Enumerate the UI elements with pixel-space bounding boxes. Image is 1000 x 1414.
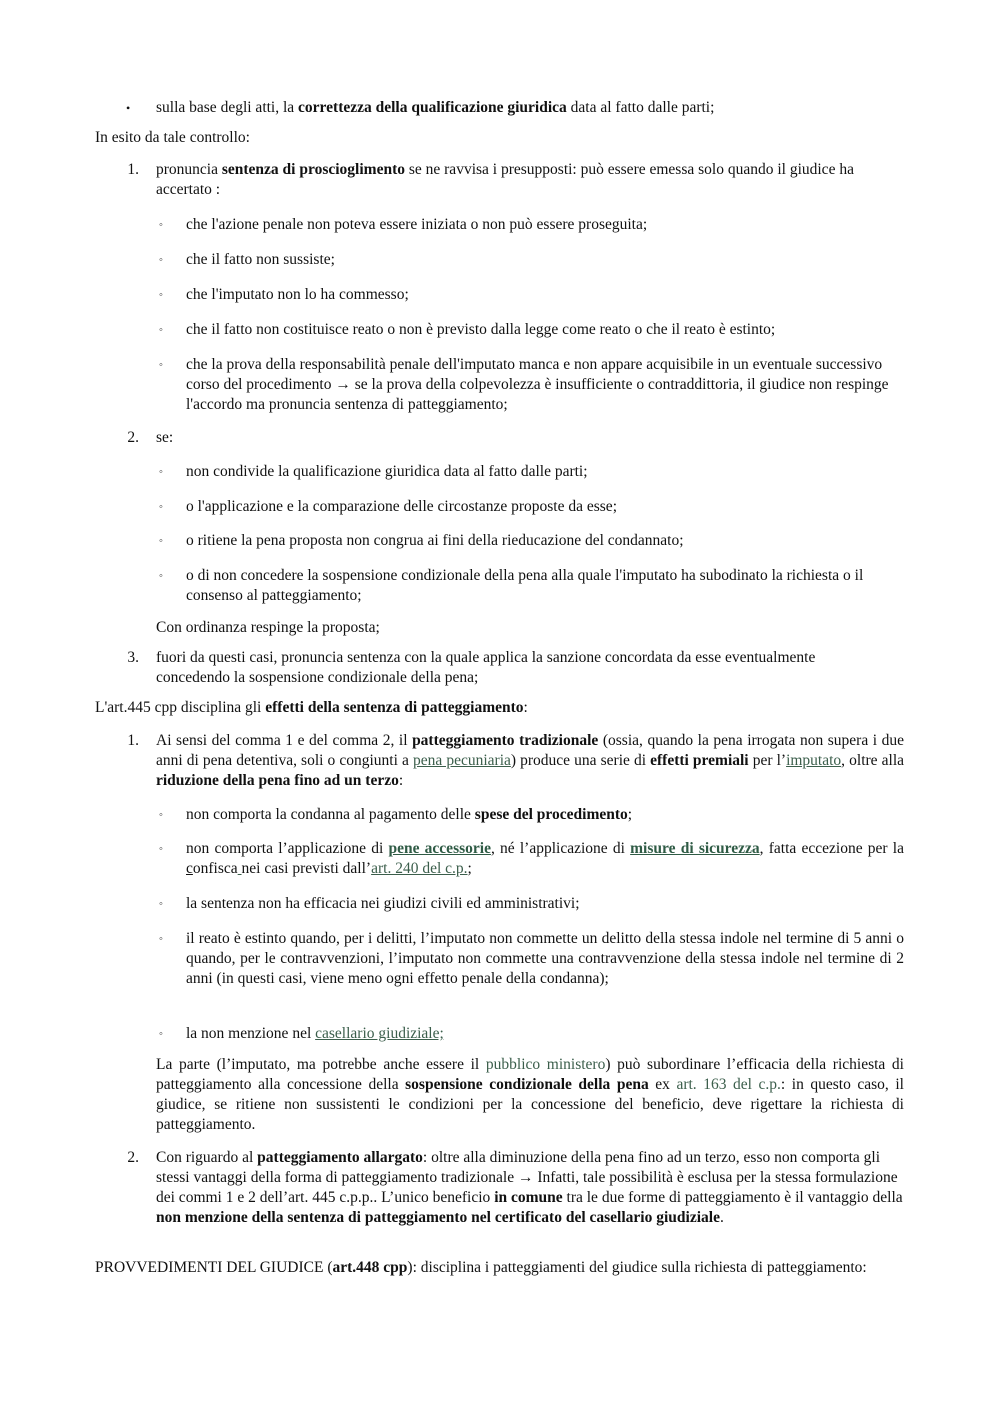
text: ;	[467, 860, 472, 877]
ordinanza-line: Con ordinanza respinge la proposta;	[156, 619, 380, 636]
sub-item: che il fatto non costituisce reato o non è previsto dalla legge come reato o che il reato è estinto;	[186, 321, 776, 338]
imputato-link[interactable]: imputato	[786, 752, 842, 769]
bold-text: effetti della sentenza di patteggiamento	[265, 699, 524, 716]
text: se ne ravvisa i presupposti: può essere emessa solo quando il giudice ha accertato :	[156, 161, 854, 198]
text: La parte (l’imputato, ma potrebbe anche essere il	[156, 1056, 486, 1073]
sub-item: che l'imputato non lo ha commesso;	[186, 286, 409, 303]
bold-text: effetti premiali	[650, 752, 749, 769]
text: non comporta la condanna al pagamento delle	[186, 806, 475, 823]
parte-paragraph	[156, 1055, 904, 1135]
casellario-link[interactable]: casellario giudiziale;	[315, 1025, 444, 1042]
sub-item: o di non concedere la sospensione condizionale della pena alla quale l'imputato ha subodinato la richiesta o il consenso al patteggiamento;	[186, 567, 864, 604]
text: ) produce una serie di	[510, 752, 651, 769]
text: ex	[648, 1076, 677, 1093]
sub-bullet-icon: ◦	[159, 535, 163, 547]
sub-bullet-icon: ◦	[159, 289, 163, 301]
art445-line	[95, 698, 915, 718]
sub-bullet-icon: ◦	[159, 843, 163, 855]
pena-pecuniaria-link[interactable]: pena pecuniaria	[412, 752, 511, 769]
sub-bullet-icon: ◦	[159, 254, 163, 266]
esito-line: In esito da tale controllo:	[95, 129, 250, 146]
sub-item: che l'azione penale non poteva essere iniziata o non può essere proseguita;	[186, 216, 648, 233]
text: PROVVEDIMENTI DEL GIUDICE (	[95, 1259, 333, 1276]
confisca-link[interactable]: c	[186, 860, 193, 877]
bold-text: patteggiamento tradizionale	[412, 732, 599, 749]
list-number: 2.	[127, 1149, 139, 1166]
sub-item-spese	[186, 805, 904, 825]
sub-bullet-icon: ◦	[159, 324, 163, 336]
text: .	[719, 1209, 724, 1226]
list-item-tradizionale	[156, 731, 904, 791]
provvedimenti-line	[95, 1258, 875, 1278]
text: per l’	[748, 752, 787, 769]
text: , né l’applicazione di	[490, 840, 631, 857]
sub-bullet-icon: ◦	[159, 359, 163, 371]
list-item-fuori: fuori da questi casi, pronuncia sentenza con la quale applica la sanzione concordata da esse eventualmente concedendo la sospensione condizionale della pena;	[156, 649, 816, 686]
list-item-proscioglimento	[156, 160, 896, 200]
art-163-link[interactable]: art. 163 del c.p.	[676, 1076, 781, 1093]
sub-bullet-icon: ◦	[159, 898, 163, 910]
text: : oltre alla diminuzione della pena fino ad un terzo, esso non comporta gli stessi vantaggi della forma di patteggiamento tradizionale → Infatti, tale possibilità è esclusa per la stessa formulazione dei commi 1 e 2 dell’art. 445 c.p.p.. L’unico beneficio	[156, 1149, 898, 1206]
list-number: 1.	[127, 732, 139, 749]
list-number: 1.	[127, 161, 139, 178]
text: L'art.445 cpp disciplina gli	[95, 699, 266, 716]
text: , oltre alla	[841, 752, 905, 769]
bold-text: in comune	[494, 1189, 563, 1206]
bold-text: sentenza di proscioglimento	[221, 161, 405, 178]
text: (ossia, quando la pena irrogata non supera i due anni di pena detentiva, soli o congiunti a	[156, 732, 905, 769]
bullet-item-qualificazione	[156, 98, 916, 118]
text: non comporta l’applicazione di	[186, 840, 389, 857]
text: Ai sensi del comma 1 e del comma 2, il	[156, 732, 413, 749]
sub-bullet-icon: ◦	[159, 219, 163, 231]
list-item-allargato	[156, 1148, 906, 1228]
sub-item: non condivide la qualificazione giuridica data al fatto dalle parti;	[186, 463, 588, 480]
bold-text: spese del procedimento	[474, 806, 628, 823]
sub-item-pene-accessorie	[186, 839, 904, 879]
sub-item-casellario	[186, 1024, 904, 1044]
bold-text: riduzione della pena fino ad un terzo	[156, 772, 399, 789]
text: la non menzione nel	[186, 1025, 316, 1042]
text: : in questo caso, il giudice, se ritiene non sussistenti le condizioni per la concessione del beneficio, deve rigettare la richiesta di patteggiamento.	[156, 1076, 904, 1133]
list-number: 3.	[127, 649, 139, 666]
sub-bullet-icon: ◦	[159, 1028, 163, 1040]
text: Con riguardo al	[156, 1149, 258, 1166]
text: nei casi previsti dall’	[241, 860, 372, 877]
bold-text: art.448 cpp	[332, 1259, 408, 1276]
text: pronuncia	[156, 161, 222, 178]
sub-item: che la prova della responsabilità penale dell'imputato manca e non appare acquisibile in un eventuale successivo corso del procedimento → se la prova della colpevolezza è insufficiente o contraddittoria, il giudice non respinge l'accordo ma pronuncia sentenza di patteggiamento;	[186, 356, 889, 413]
text: :	[523, 699, 528, 716]
bold-text: non menzione della sentenza di patteggiamento nel certificato del casellario giudiziale	[156, 1209, 720, 1226]
bold-text: correttezza della qualificazione giuridica	[298, 99, 567, 116]
text: , fatta eccezione per la	[759, 840, 904, 857]
list-item-se: se:	[156, 429, 174, 446]
sub-item: o ritiene la pena proposta non congrua ai fini della rieducazione del condannato;	[186, 532, 684, 549]
text: onfisca	[192, 860, 238, 877]
pene-accessorie-link[interactable]: pene accessorie	[388, 840, 491, 857]
text: ): disciplina i patteggiamenti del giudice sulla richiesta di patteggiamento:	[407, 1259, 867, 1276]
sub-bullet-icon: ◦	[159, 466, 163, 478]
bold-text: patteggiamento allargato	[257, 1149, 423, 1166]
bullet-icon: •	[126, 101, 131, 115]
sub-item-estinto: il reato è estinto quando, per i delitti, l’imputato non commette un delitto della stessa indole nel termine di 5 anni o quando, per le contravvenzioni, l’imputato non commette una contravvenzione della stessa indole nel termine di 2 anni (in questi casi, viene meno ogni effetto penale della condanna);	[186, 930, 904, 987]
list-number: 2.	[127, 429, 139, 446]
text: data al fatto dalle parti;	[566, 99, 715, 116]
text: ;	[627, 806, 633, 823]
art-240-link[interactable]: art. 240 del c.p.	[371, 860, 468, 877]
sub-bullet-icon: ◦	[159, 501, 163, 513]
sub-item: che il fatto non sussiste;	[186, 251, 335, 268]
text: sulla base degli atti, la	[156, 99, 299, 116]
sub-bullet-icon: ◦	[159, 809, 163, 821]
misure-di-sicurezza-link[interactable]: misure di sicurezza	[630, 840, 760, 857]
sub-bullet-icon: ◦	[159, 933, 163, 945]
sub-bullet-icon: ◦	[159, 570, 163, 582]
sub-item-efficacia: la sentenza non ha efficacia nei giudizi civili ed amministrativi;	[186, 895, 580, 912]
pubblico-ministero-link[interactable]: pubblico ministero	[485, 1056, 606, 1073]
text: :	[398, 772, 404, 789]
text: tra le due forme di patteggiamento è il vantaggio della	[562, 1189, 903, 1206]
text: ) può subordinare l’efficacia della richiesta di patteggiamento alla concessione della	[156, 1056, 904, 1093]
sub-item: o l'applicazione e la comparazione delle circostanze proposte da esse;	[186, 498, 617, 515]
bold-text: sospensione condizionale della pena	[405, 1076, 649, 1093]
